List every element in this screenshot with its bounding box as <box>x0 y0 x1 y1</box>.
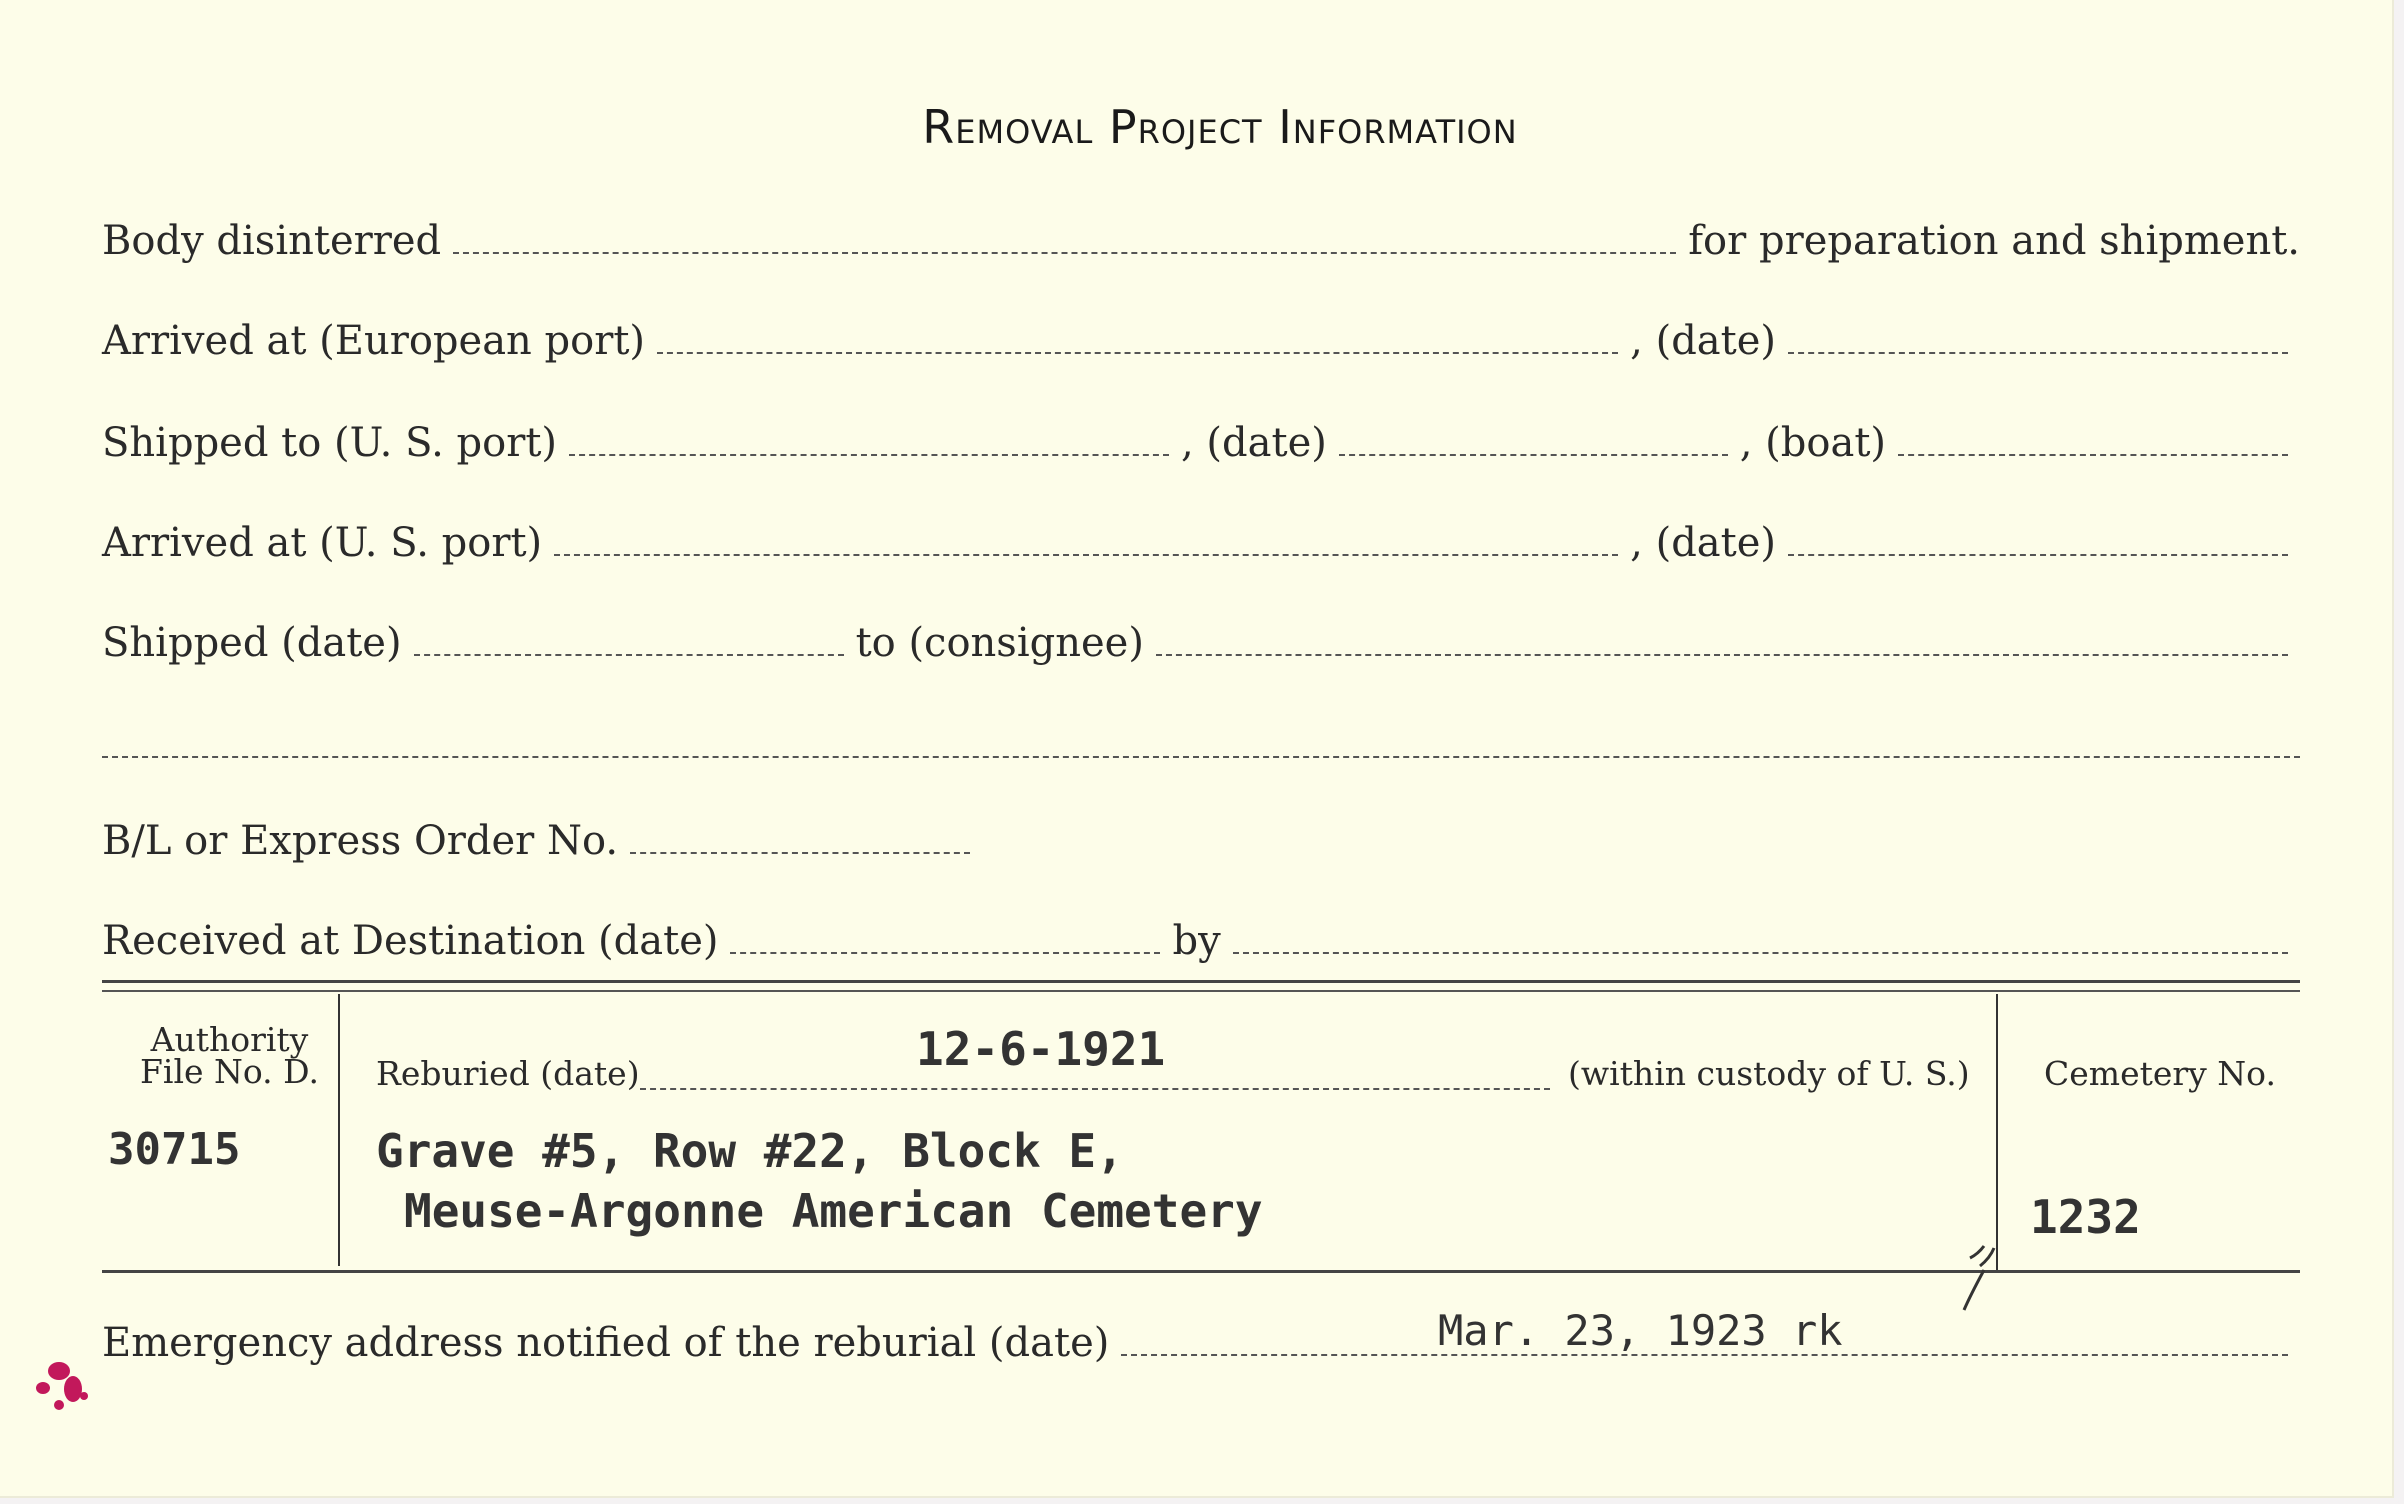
row-received <box>102 918 2300 964</box>
cemetery-number: 1232 <box>2030 1190 2141 1244</box>
row-shipped-date <box>102 620 2300 666</box>
blank-line <box>414 654 844 656</box>
label-for-preparation: for preparation and shipment. <box>1688 218 2300 264</box>
double-rule-top <box>102 980 2300 983</box>
row-arrived-european <box>102 318 2300 364</box>
blank-line <box>640 1088 1550 1090</box>
blank-line <box>730 952 1160 954</box>
blank-line <box>1233 952 2288 954</box>
authority-label-line1: Authority <box>150 1020 309 1059</box>
authority-label-line2: File No. D. <box>140 1052 319 1091</box>
emergency-date: Mar. 23, 1923 rk <box>1438 1306 1843 1355</box>
double-rule-bottom <box>102 990 2300 992</box>
blank-line <box>102 756 2300 758</box>
label-date: , (date) <box>1630 520 1776 566</box>
row-body-disinterred <box>102 218 2300 264</box>
cemetery-label: Cemetery No. <box>2044 1054 2276 1093</box>
label-date: , (date) <box>1181 420 1327 466</box>
label-body-disinterred: Body disinterred <box>102 218 442 264</box>
label-emergency: Emergency address notified of the reburial (date) <box>102 1320 1110 1366</box>
column-divider <box>1996 994 1998 1272</box>
label-by: by <box>1172 918 1221 964</box>
blank-line <box>453 252 1676 254</box>
custody-label: (within custody of U. S.) <box>1568 1054 1970 1093</box>
authority-label <box>140 1020 319 1091</box>
row-arrived-us <box>102 520 2300 566</box>
label-date: , (date) <box>1630 318 1776 364</box>
grave-location: Grave #5, Row #22, Block E, <box>376 1124 1124 1178</box>
label-arrived-us: Arrived at (U. S. port) <box>102 520 543 566</box>
blank-line <box>554 554 1618 556</box>
blank-line <box>630 852 970 854</box>
label-consignee: to (consignee) <box>855 620 1144 666</box>
label-bl: B/L or Express Order No. <box>102 818 619 864</box>
cemetery-name: Meuse-Argonne American Cemetery <box>404 1184 1263 1238</box>
blank-line <box>569 454 1169 456</box>
blank-line <box>1156 654 2288 656</box>
reburied-date: 12-6-1921 <box>916 1022 1166 1076</box>
blank-line <box>1788 554 2288 556</box>
blank-line <box>1339 454 1728 456</box>
label-arrived-european: Arrived at (European port) <box>102 318 646 364</box>
label-boat: , (boat) <box>1739 420 1886 466</box>
check-mark-icon <box>1950 1236 2010 1316</box>
label-shipped-us: Shipped to (U. S. port) <box>102 420 557 466</box>
blank-line <box>1788 352 2288 354</box>
blank-line <box>657 352 1618 354</box>
blank-line <box>1898 454 2288 456</box>
form-title: Removal Project Information <box>922 100 1518 154</box>
row-shipped-us <box>102 420 2300 466</box>
reburied-label: Reburied (date) <box>376 1054 640 1093</box>
authority-file-number: 30715 <box>108 1124 241 1175</box>
label-shipped-date: Shipped (date) <box>102 620 402 666</box>
label-received: Received at Destination (date) <box>102 918 719 964</box>
row-bl <box>102 818 982 864</box>
row-emergency <box>102 1320 2300 1366</box>
column-divider <box>338 994 340 1266</box>
